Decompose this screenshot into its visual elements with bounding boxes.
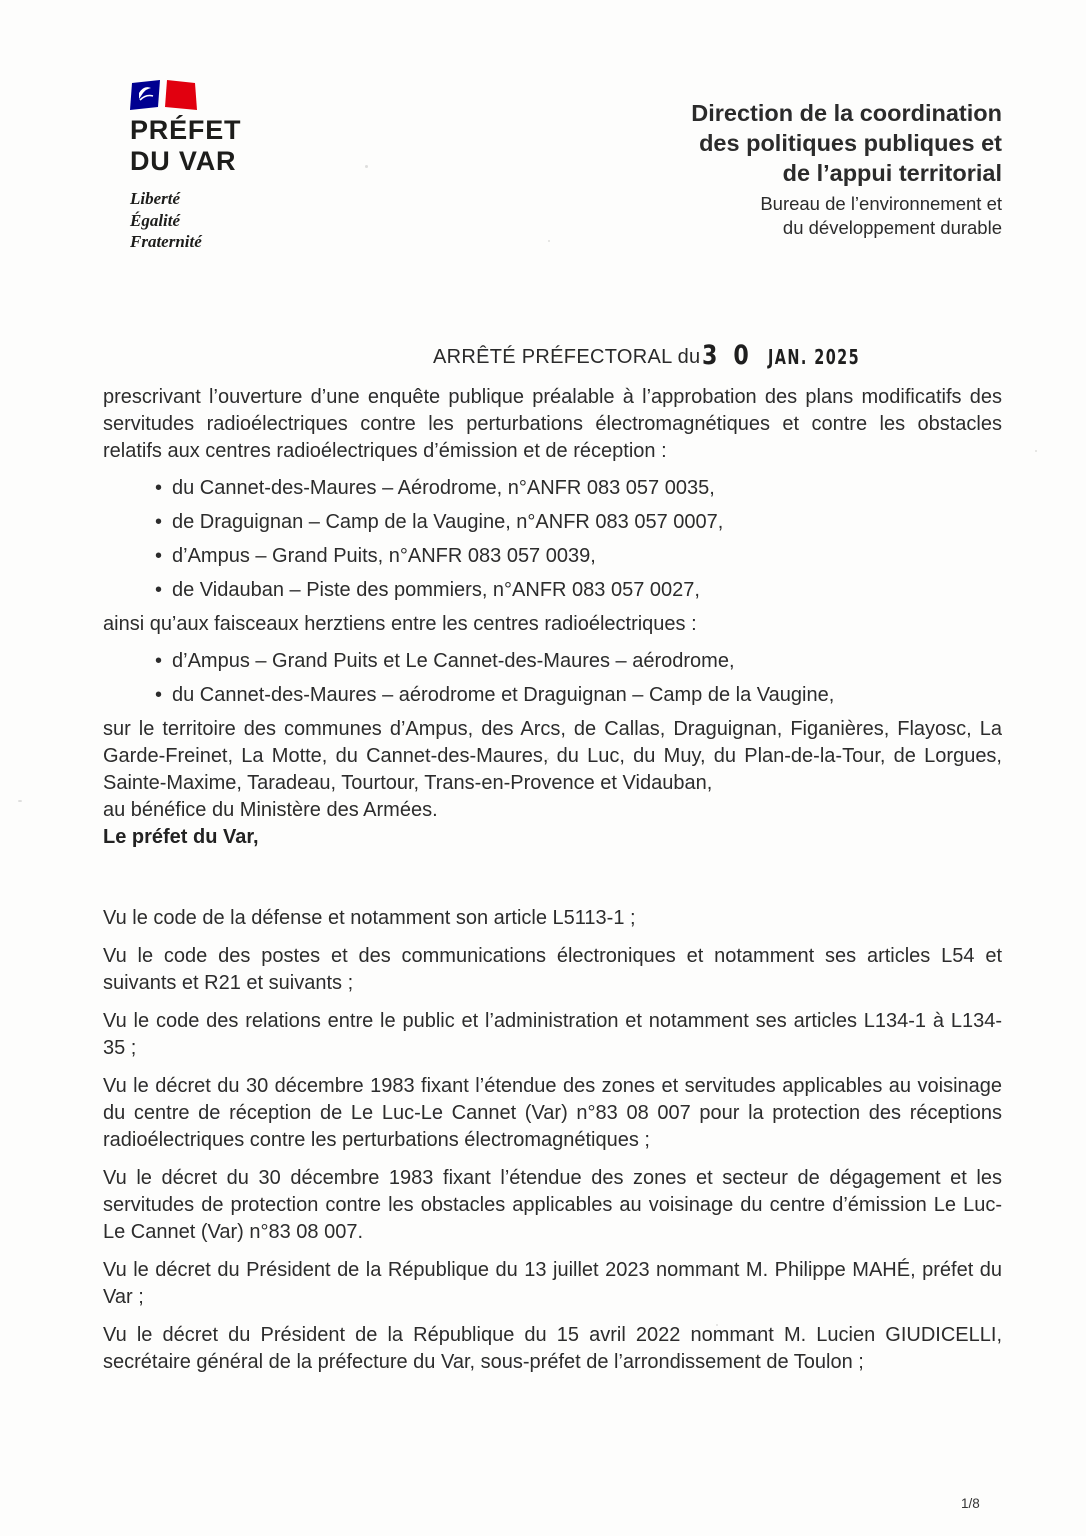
faisceaux-intro: ainsi qu’aux faisceaux herztiens entre les centres radioélectriques : bbox=[103, 613, 697, 635]
date-stamp-month-year: JAN. 2025 bbox=[767, 345, 861, 369]
document-title: ARRÊTÉ PRÉFECTORAL du bbox=[433, 346, 701, 368]
intro-paragraph: prescrivant l’ouverture d’une enquête publique préalable à l’approbation des plans modificatifs des servitudes radioélectriques contre les perturbations électromagnétiques et contre les obstacles relatifs aux centres radioélectriques d’émission et de réception : bbox=[103, 386, 1002, 462]
motto-egalite: Égalité bbox=[130, 210, 181, 230]
bureau-line-1: Bureau de l’environnement et bbox=[760, 193, 1002, 214]
salutation: Le préfet du Var, bbox=[103, 826, 259, 848]
visa-paragraph: Vu le code des relations entre le public et l’administration et notamment ses articles L134-1 à L134-35 ; bbox=[103, 1010, 1002, 1059]
direction-line-1: Direction de la coordination bbox=[691, 100, 1002, 126]
visa-paragraph: Vu le décret du Président de la République du 13 juillet 2023 nommant M. Philippe MAHÉ, préfet du Var ; bbox=[103, 1259, 1002, 1308]
visa-paragraph: Vu le décret du 30 décembre 1983 fixant l’étendue des zones et secteur de dégagement et les servitudes de protection contre les obstacles applicables au voisinage du centre d’émission Le Luc-Le Cannet (Var) n°83 08 007. bbox=[103, 1167, 1002, 1243]
date-stamp-day: 3 0 bbox=[702, 340, 753, 371]
faisceaux-list bbox=[103, 648, 1002, 709]
direction-line-3: de l’appui territorial bbox=[782, 160, 1002, 186]
beneficiaire-paragraph: au bénéfice du Ministère des Armées. bbox=[103, 799, 438, 821]
visa-paragraph: Vu le décret du Président de la République du 15 avril 2022 nommant M. Lucien GIUDICELLI, secrétaire général de la préfecture du Var, sous-préfet de l’arrondissement de Toulon ; bbox=[103, 1324, 1002, 1373]
bureau-line-2: du développement durable bbox=[782, 217, 1002, 238]
list-item: • de Vidauban – Piste des pommiers, n°ANFR 083 057 0027, bbox=[155, 577, 1002, 604]
centres-list bbox=[103, 475, 1002, 604]
prefet-name-line2: DU VAR bbox=[130, 146, 237, 176]
territoire-paragraph: sur le territoire des communes d’Ampus, des Arcs, de Callas, Draguignan, Figanières, Flayosc, La Garde-Freinet, La Motte, du Cannet-des-Maures, du Luc, du Muy, du Plan-de-la-Tour, de Lorgues, Sainte-Maxime, Taradeau, Tourtour, Trans-en-Provence et Vidauban, bbox=[103, 718, 1002, 794]
motto-fraternite: Fraternité bbox=[130, 232, 202, 251]
visas-section bbox=[103, 905, 1002, 1376]
list-item: • de Draguignan – Camp de la Vaugine, n°ANFR 083 057 0007, bbox=[155, 509, 1002, 536]
list-item: • d’Ampus – Grand Puits, n°ANFR 083 057 0039, bbox=[155, 543, 1002, 570]
prefecture-logo-block bbox=[130, 80, 241, 253]
french-flag-icon bbox=[130, 80, 197, 110]
page-number: 1/8 bbox=[961, 1496, 980, 1511]
list-item: • du Cannet-des-Maures – aérodrome et Draguignan – Camp de la Vaugine, bbox=[155, 682, 1002, 709]
visa-paragraph: Vu le code de la défense et notamment son article L5113-1 ; bbox=[103, 907, 636, 929]
list-item: • d’Ampus – Grand Puits et Le Cannet-des-Maures – aérodrome, bbox=[155, 648, 1002, 675]
date-stamp bbox=[702, 340, 896, 371]
motto-liberte: Liberté bbox=[130, 189, 181, 208]
motto bbox=[130, 188, 241, 253]
direction-block bbox=[691, 98, 1002, 240]
visa-paragraph: Vu le code des postes et des communications électroniques et notamment ses articles L54 et suivants et R21 et suivants ; bbox=[103, 945, 1002, 994]
list-item: • du Cannet-des-Maures – Aérodrome, n°ANFR 083 057 0035, bbox=[155, 475, 1002, 502]
document-body bbox=[103, 384, 1002, 1387]
prefet-name-line1: PRÉFET bbox=[130, 115, 242, 145]
direction-line-2: des politiques publiques et bbox=[699, 130, 1002, 156]
visa-paragraph: Vu le décret du 30 décembre 1983 fixant l’étendue des zones et servitudes applicables au voisinage du centre de réception de Le Luc-Le Cannet (Var) n°83 08 007 pour la protection des réceptions radioélectriques contre les perturbations électromagnétiques ; bbox=[103, 1075, 1002, 1151]
